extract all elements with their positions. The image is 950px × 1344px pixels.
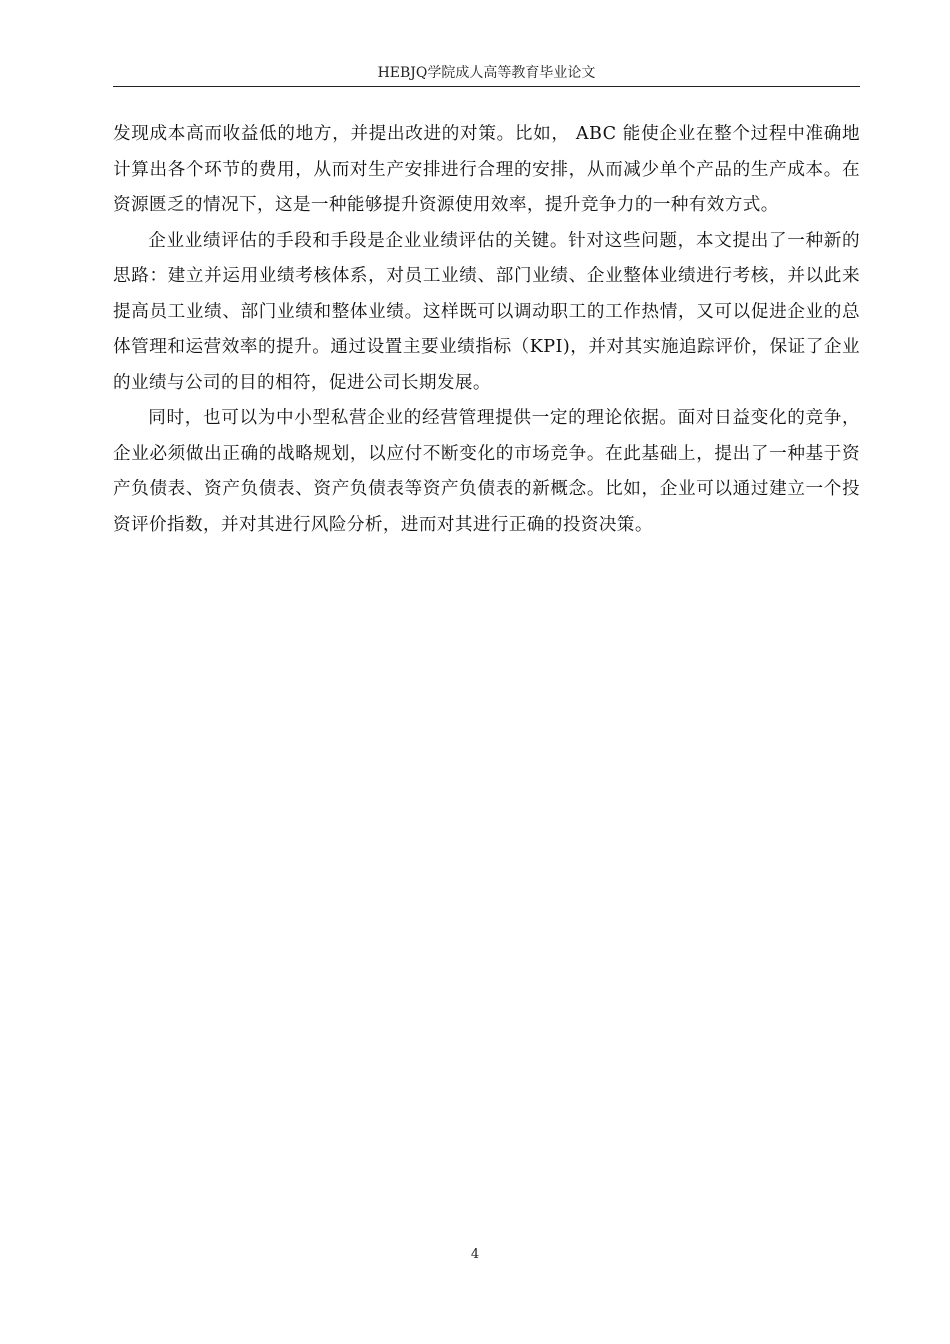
running-header: HEBJQ学院成人高等教育毕业论文 — [377, 65, 596, 81]
header-divider — [113, 86, 860, 87]
paragraph-continued: 发现成本高而收益低的地方，并提出改进的对策。比如， ABC 能使企业在整个过程中准确地计算出各个环节的费用，从而对生产安排进行合理的安排，从而减少单个产品的生产成本。在资源匮乏的情况下，这是一种能够提升资源使用效率，提升竞争力的一种有效方式。 — [113, 124, 860, 215]
page-number: 4 — [470, 1247, 480, 1262]
paragraph-theoretical-basis: 同时，也可以为中小型私营企业的经营管理提供一定的理论依据。面对日益变化的竞争，企业必须做出正确的战略规划，以应付不断变化的市场竞争。在此基础上，提出了一种基于资产负债表、资产负债表、资产负债表等资产负债表的新概念。比如，企业可以通过建立一个投资评价指数，并对其进行风险分析，进而对其进行正确的投资决策。 — [113, 408, 860, 535]
paragraph-performance-evaluation: 企业业绩评估的手段和手段是企业业绩评估的关键。针对这些问题，本文提出了一种新的思路：建立并运用业绩考核体系，对员工业绩、部门业绩、企业整体业绩进行考核，并以此来提高员工业绩、部门业绩和整体业绩。这样既可以调动职工的工作热情，又可以促进企业的总体管理和运营效率的提升。通过设置主要业绩指标（KPI)，并对其实施追踪评价，保证了企业的业绩与公司的目的相符，促进公司长期发展。 — [113, 230, 860, 393]
body-text — [113, 117, 860, 543]
